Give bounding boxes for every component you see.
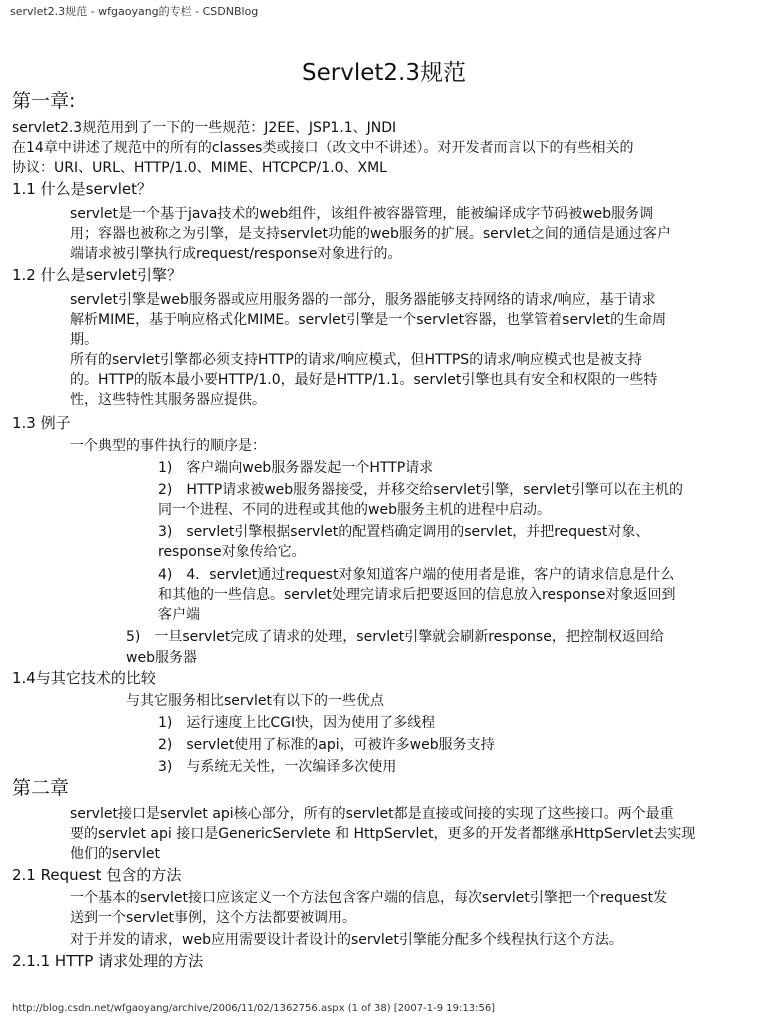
paragraph-line: 一个典型的事件执行的顺序是： — [70, 438, 266, 454]
section-heading: 2.1 Request 包含的方法 — [12, 866, 182, 884]
section-heading: 1.3 例子 — [12, 414, 71, 432]
paragraph-line: 的。HTTP的版本最小要HTTP/1.0，最好是HTTP/1.1。servlet引擎也具有安全和权限的一些特 — [70, 372, 658, 388]
list-item-continuation: 和其他的一些信息。servlet处理完请求后把要返回的信息放入response对象返回到 — [158, 587, 676, 603]
paragraph-line: 期。 — [70, 332, 98, 348]
paragraph-line: 协议：URI、URL、HTTP/1.0、MIME、HTCPCP/1.0、XML — [12, 160, 387, 176]
section-heading: 1.1 什么是servlet？ — [12, 180, 152, 198]
paragraph-line: servlet接口是servlet api核心部分，所有的servlet都是直接或间接的实现了这些接口。两个最重 — [70, 806, 674, 822]
paragraph-line: servlet引擎是web服务器或应用服务器的一部分，服务器能够支持网络的请求/响应，基于请求 — [70, 292, 656, 308]
paragraph-line: 他们的servlet — [70, 846, 160, 862]
paragraph-line: 所有的servlet引擎都必须支持HTTP的请求/响应模式，但HTTPS的请求/响应模式也是被支持 — [70, 352, 642, 368]
paragraph-line: 用；容器也被称之为引擎，是支持servlet功能的web服务的扩展。servlet之间的通信是通过客户 — [70, 226, 671, 242]
section-heading: 1.2 什么是servlet引擎？ — [12, 266, 182, 284]
paragraph-line: 对于并发的请求，web应用需要设计者设计的servlet引擎能分配多个线程执行这个方法。 — [70, 932, 623, 948]
list-item-continuation: web服务器 — [126, 650, 197, 666]
page-footer-url: http://blog.csdn.net/wfgaoyang/archive/2006/11/02/1362756.aspx (1 of 38) [2007-1-9 19:13:56] — [12, 1003, 496, 1014]
paragraph-line: servlet2.3规范用到了一下的一些规范：J2EE、JSP1.1、JNDI — [12, 120, 397, 136]
list-item: 5) 一旦servlet完成了请求的处理，servlet引擎就会刷新response，把控制权返回给 — [126, 629, 664, 645]
list-item: 2) servlet使用了标准的api，可被许多web服务支持 — [158, 737, 495, 753]
list-item-continuation: response对象传给它。 — [158, 544, 306, 560]
paragraph-line: 要的servlet api 接口是GenericServlete 和 HttpServlet，更多的开发者都继承HttpServlet去实现 — [70, 826, 696, 842]
section-heading: 1.4与其它技术的比较 — [12, 669, 156, 687]
paragraph-line: 一个基本的servlet接口应该定义一个方法包含客户端的信息，每次servlet引擎把一个request发 — [70, 890, 668, 906]
list-item-continuation: 同一个进程、不同的进程或其他的web服务主机的进程中启动。 — [158, 502, 551, 518]
paragraph-line: 在14章中讲述了规范中的所有的classes类或接口（改文中不讲述）。对开发者而言以下的有些相关的 — [12, 140, 634, 156]
list-item: 1) 运行速度上比CGI快，因为使用了多线程 — [158, 715, 436, 731]
section-heading: 2.1.1 HTTP 请求处理的方法 — [12, 952, 204, 970]
list-item: 3) 与系统无关性，一次编译多次使用 — [158, 759, 397, 775]
list-item: 1) 客户端向web服务器发起一个HTTP请求 — [158, 460, 434, 476]
list-item: 3) servlet引擎根据servlet的配置档确定调用的servlet，并把request对象、 — [158, 524, 650, 540]
paragraph-line: 性，这些特性其服务器应提供。 — [70, 392, 266, 408]
document-title: Servlet2.3规范 — [302, 60, 466, 86]
paragraph-line: 与其它服务相比servlet有以下的一些优点 — [126, 693, 384, 709]
paragraph-line: 送到一个servlet事例，这个方法都要被调用。 — [70, 910, 356, 926]
list-item: 2) HTTP请求被web服务器接受，并移交给servlet引擎，servlet引擎可以在主机的 — [158, 482, 684, 498]
list-item: 4) 4．servlet通过request对象知道客户端的使用者是谁，客户的请求信息是什么 — [158, 567, 675, 583]
chapter-heading: 第一章: — [12, 90, 76, 112]
paragraph-line: servlet是一个基于java技术的web组件，该组件被容器管理，能被编译成字节码被web服务调 — [70, 206, 654, 222]
paragraph-line: 端请求被引擎执行成request/response对象进行的。 — [70, 246, 402, 262]
paragraph-line: 解析MIME，基于响应格式化MIME。servlet引擎是一个servlet容器，也掌管着servlet的生命周 — [70, 312, 667, 328]
chapter-heading: 第二章 — [12, 777, 70, 799]
list-item-continuation: 客户端 — [158, 607, 200, 623]
page-header-title: servlet2.3规范 - wfgaoyang的专栏 - CSDNBlog — [10, 5, 259, 18]
